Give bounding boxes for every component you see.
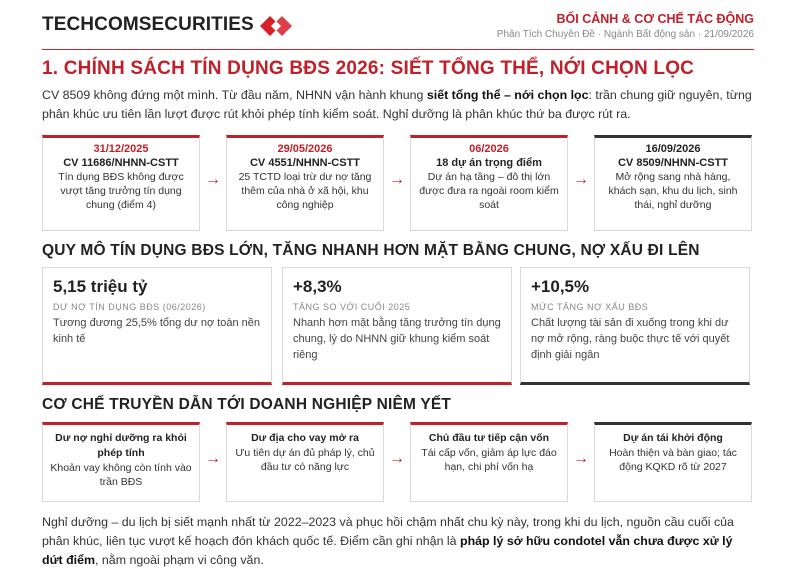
chain-step xyxy=(226,422,384,502)
stat-card xyxy=(282,267,512,385)
chain-step-final xyxy=(594,422,752,502)
chain-step xyxy=(42,422,200,502)
timeline-desc: Mở rộng sang nhà hàng, khách sạn, khu du lịch, sinh thái, nghỉ dưỡng xyxy=(608,171,738,211)
chain-step-desc: Khoản vay không còn tính vào trần BĐS xyxy=(50,462,192,488)
header-divider xyxy=(42,49,754,51)
timeline-date: 31/12/2025 xyxy=(93,143,149,155)
header-title: BỐI CẢNH & CƠ CHẾ TÁC ĐỘNG xyxy=(556,12,754,26)
intro-text: CV 8509 không đứng một mình. Từ đầu năm, NHNN vận hành khung xyxy=(42,88,427,102)
transmission-chain xyxy=(42,422,754,502)
stat-value: +8,3% xyxy=(293,277,342,296)
stats-row xyxy=(42,267,754,385)
logo-text xyxy=(42,14,254,36)
conclusion-paragraph xyxy=(42,513,754,570)
stat-label: MỨC TĂNG NỢ XẤU BĐS xyxy=(531,302,649,312)
header-subtitle: Phân Tích Chuyên Đề · Ngành Bất động sản · 21/09/2026 xyxy=(496,29,754,40)
chain-step-desc: Ưu tiên dự án đủ pháp lý, chủ đầu tư có năng lực xyxy=(235,447,375,473)
report-header xyxy=(42,10,754,50)
arrow-right-icon: → xyxy=(205,171,221,188)
stat-label: DƯ NỢ TÍN DỤNG BĐS (06/2026) xyxy=(53,302,206,312)
stat-desc: Tương đương 25,5% tổng dư nợ toàn nền kinh tế xyxy=(53,317,261,345)
timeline-code: 18 dự án trọng điểm xyxy=(436,157,542,169)
chain-step xyxy=(410,422,568,502)
arrow-right-icon: → xyxy=(389,450,405,467)
logo-part1: TECHCOM xyxy=(42,14,139,35)
diamond-logo-icon xyxy=(260,14,292,36)
chain-step-title: Chủ đầu tư tiếp cận vốn xyxy=(428,432,550,444)
outro-text-end: , nằm ngoài phạm vi công văn. xyxy=(95,553,264,567)
chain-step-title: Dư nợ nghỉ dưỡng ra khỏi phép tính xyxy=(55,432,187,459)
arrow-right-icon: → xyxy=(389,171,405,188)
timeline-date: 16/09/2026 xyxy=(645,143,701,155)
intro-text-end: : trần chung giữ nguyên, từng phân khúc ưu tiên lần lượt được rút khỏi phép tính kiểm soát. Nghỉ dưỡng là phân khúc thứ ba được rút ra. xyxy=(42,88,752,121)
outro-emphasis: pháp lý sở hữu condotel vẫn chưa được xử lý dứt điểm xyxy=(42,534,733,567)
chain-step-title: Dư địa cho vay mở ra xyxy=(251,432,359,444)
stat-desc: Nhanh hơn mặt bằng tăng trưởng tín dụng chung, lý do NHNN giữ khung kiểm soát riêng xyxy=(293,317,501,361)
timeline-card xyxy=(226,135,384,231)
section1-intro xyxy=(42,86,754,124)
timeline-card xyxy=(410,135,568,231)
timeline-date: 06/2026 xyxy=(469,143,509,155)
section1-title: 1. CHÍNH SÁCH TÍN DỤNG BĐS 2026: SIẾT TỔNG THỂ, NỚI CHỌN LỌC xyxy=(42,58,695,79)
timeline-code: CV 11686/NHNN-CSTT xyxy=(63,157,179,169)
timeline-desc: Tín dụng BĐS không được vượt tăng trưởng tín dụng chung (điểm 4) xyxy=(58,171,184,211)
timeline-card xyxy=(42,135,200,231)
stat-card xyxy=(42,267,272,385)
timeline-card-current xyxy=(594,135,752,231)
arrow-right-icon: → xyxy=(573,171,589,188)
stat-desc: Chất lượng tài sản đi xuống trong khi dư nợ mở rộng, ràng buộc thực tế với quyết định giải ngân xyxy=(531,317,730,361)
intro-emphasis: siết tổng thể – nới chọn lọc xyxy=(426,88,589,102)
timeline-desc: 25 TCTD loại trừ dư nợ tăng thêm của nhà ở xã hội, khu công nghiệp xyxy=(238,171,372,211)
arrow-right-icon: → xyxy=(205,450,221,467)
arrow-right-icon: → xyxy=(573,450,589,467)
stat-value: +10,5% xyxy=(531,277,590,296)
chain-step-title: Dự án tái khởi động xyxy=(623,432,723,444)
timeline-code: CV 8509/NHNN-CSTT xyxy=(617,157,729,169)
timeline-desc: Dự án hạ tầng – đô thị lớn được đưa ra ngoài room kiểm soát xyxy=(419,171,559,211)
logo-part2: SECURITIES xyxy=(138,14,254,35)
section3-title: CƠ CHẾ TRUYỀN DẪN TỚI DOANH NGHIỆP NIÊM YẾT xyxy=(42,396,452,413)
stat-card xyxy=(520,267,750,385)
stat-value: 5,15 triệu tỷ xyxy=(53,277,148,296)
policy-timeline xyxy=(42,135,754,231)
outro-text: Nghỉ dưỡng – du lịch bị siết mạnh nhất từ 2022–2023 và phục hồi chậm nhất chu kỳ này, trong khi du lịch, nguồn cầu cuối của phân khúc, liên tục vượt kế hoạch đón khách quốc tế. Điểm cần ghi nhận là xyxy=(42,515,734,548)
timeline-date: 29/05/2026 xyxy=(277,143,333,155)
stat-label: TĂNG SO VỚI CUỐI 2025 xyxy=(293,302,411,312)
chain-step-desc: Tái cấp vốn, giảm áp lực đáo hạn, chi phí vốn hạ xyxy=(421,447,557,473)
timeline-code: CV 4551/NHNN-CSTT xyxy=(249,157,361,169)
brand-logo xyxy=(42,14,292,36)
chain-step-desc: Hoàn thiện và bàn giao; tác động KQKD rõ từ 2027 xyxy=(609,447,737,473)
section2-title: QUY MÔ TÍN DỤNG BĐS LỚN, TĂNG NHANH HƠN MẶT BẰNG CHUNG, NỢ XẤU ĐI LÊN xyxy=(42,242,700,259)
